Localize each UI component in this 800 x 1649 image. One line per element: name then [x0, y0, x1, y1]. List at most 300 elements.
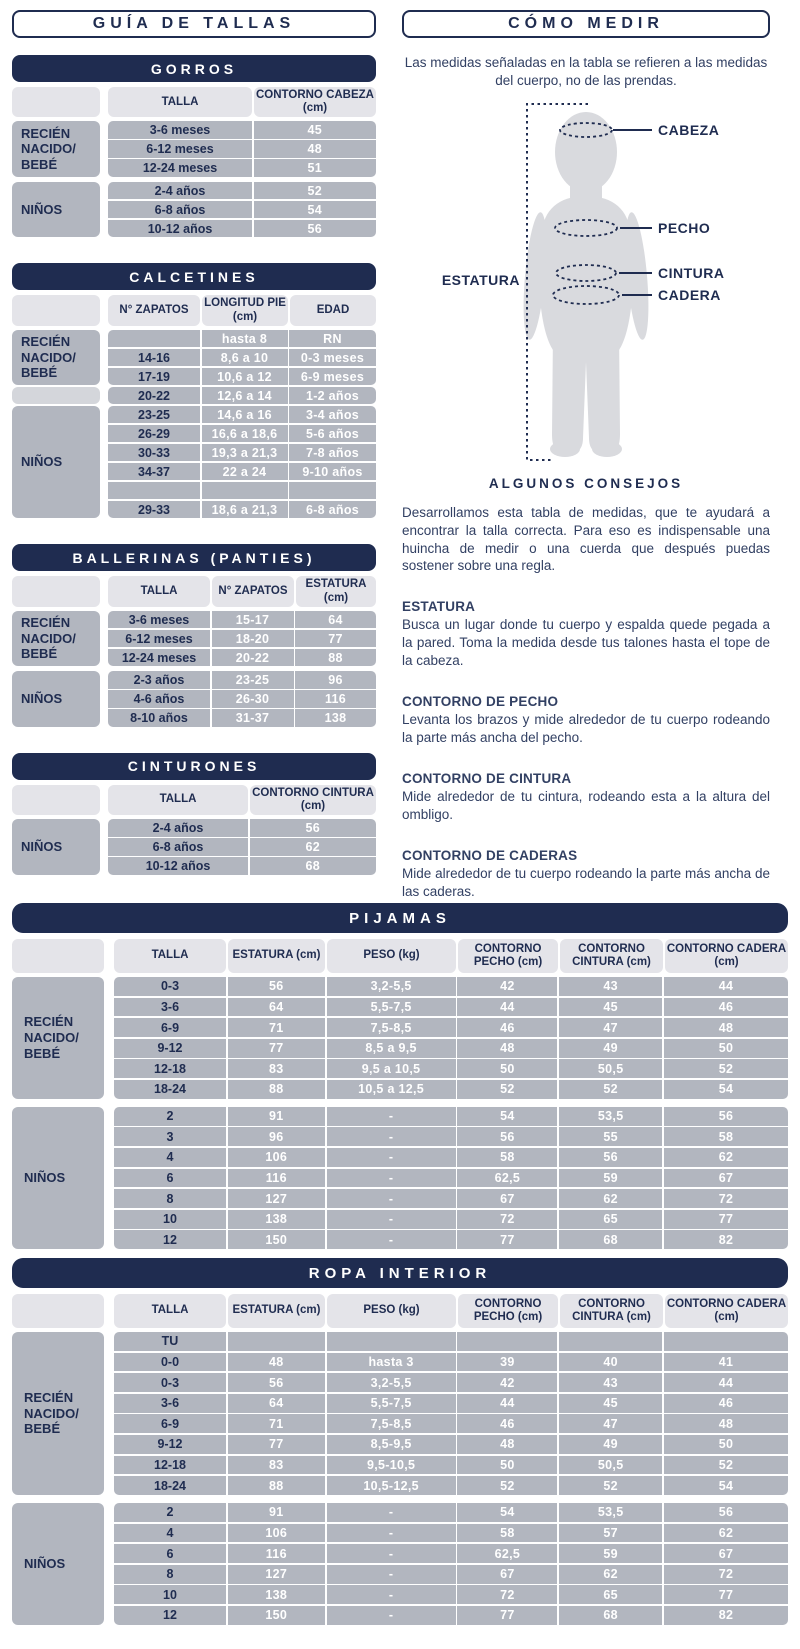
value-cell: 48	[228, 1353, 325, 1372]
row-group-label: RECIÉN NACIDO/ BEBÉ	[12, 121, 100, 177]
size-cell: 0-3	[114, 1373, 226, 1392]
size-cell: 12	[114, 1606, 226, 1625]
size-cell: 6-9	[114, 1018, 226, 1037]
header-spacer	[12, 785, 100, 815]
row-group-label: RECIÉN NACIDO/ BEBÉ	[12, 330, 100, 386]
value-cell: 0-3 meses	[289, 349, 376, 367]
value-cell	[664, 1332, 788, 1351]
value-cell: 10,6 a 12	[202, 368, 288, 386]
size-cell: 0-0	[114, 1353, 226, 1372]
value-cell: 91	[228, 1503, 325, 1522]
value-cell: 6-9 meses	[289, 368, 376, 386]
value-cell: 10,5 a 12,5	[327, 1080, 456, 1099]
value-cell: 106	[228, 1148, 325, 1167]
value-cell: 46	[664, 1394, 788, 1413]
value-cell	[228, 1332, 325, 1351]
value-cell: 59	[559, 1169, 662, 1188]
value-cell: 5,5-7,5	[327, 1394, 456, 1413]
table-row-group	[12, 977, 788, 1099]
value-cell: hasta 8	[202, 330, 288, 348]
size-cell: 0-3	[114, 977, 226, 996]
size-cell	[108, 330, 200, 348]
value-cell: -	[327, 1230, 456, 1249]
value-cell: 138	[228, 1585, 325, 1604]
value-cell: 62	[559, 1189, 662, 1208]
column-header: ESTATURA (cm)	[228, 939, 325, 973]
value-cell: 48	[457, 1039, 557, 1058]
size-cell: 3-6 meses	[108, 121, 252, 139]
value-cell: 106	[228, 1524, 325, 1543]
value-cell: 52	[254, 182, 377, 200]
value-cell: 96	[295, 671, 376, 689]
value-cell: 77	[295, 630, 376, 648]
value-cell: 65	[559, 1210, 662, 1229]
value-cell: 67	[457, 1565, 557, 1584]
size-cell: 20-22	[108, 387, 200, 405]
value-cell: 50,5	[559, 1059, 662, 1078]
value-cell: 52	[664, 1059, 788, 1078]
size-cell: 10	[114, 1585, 226, 1604]
size-cell: TU	[114, 1332, 226, 1351]
size-cell: 6-12 meses	[108, 140, 252, 158]
value-cell: 82	[664, 1230, 788, 1249]
value-cell: 54	[254, 201, 377, 219]
column-header: TALLA	[108, 785, 248, 815]
value-cell: 19,3 a 21,3	[202, 444, 288, 462]
value-cell: 47	[559, 1018, 662, 1037]
gorros-title-bar: GORROS	[12, 55, 376, 82]
column-header: CONTORNO CINTURA (cm)	[560, 1294, 663, 1328]
column-header: CONTORNO CADERA (cm)	[665, 1294, 788, 1328]
gorros-header-row	[12, 87, 376, 117]
ropa-interior-title-bar: ROPA INTERIOR	[12, 1258, 788, 1288]
value-cell: 138	[228, 1210, 325, 1229]
value-cell: 7-8 años	[289, 444, 376, 462]
value-cell: 46	[457, 1018, 557, 1037]
row-group-label: RECIÉN NACIDO/ BEBÉ	[12, 977, 104, 1099]
value-cell: 77	[457, 1230, 557, 1249]
value-cell: 41	[664, 1353, 788, 1372]
value-cell: 53,5	[559, 1503, 662, 1522]
column-header: ESTATURA (cm)	[228, 1294, 325, 1328]
value-cell	[457, 1332, 557, 1351]
table-rows	[114, 1332, 788, 1495]
size-cell: 2-4 años	[108, 182, 252, 200]
value-cell: 77	[228, 1039, 325, 1058]
table-row-group	[12, 1107, 788, 1249]
value-cell: 71	[228, 1414, 325, 1433]
column-header: LONGITUD PIE (cm)	[202, 295, 288, 325]
ropa-interior-table-body	[12, 1332, 788, 1625]
size-cell: 6-12 meses	[108, 630, 210, 648]
consejos-title: ALGUNOS CONSEJOS	[488, 475, 684, 491]
size-cell: 30-33	[108, 444, 200, 462]
table-rows	[108, 330, 376, 386]
how-to-measure-column	[402, 10, 770, 901]
value-cell: 58	[664, 1127, 788, 1146]
table-row-group	[12, 1332, 788, 1495]
cinturones-title-bar: CINTURONES	[12, 753, 376, 780]
size-cell: 3-6 meses	[108, 611, 210, 629]
value-cell: 20-22	[212, 649, 294, 667]
value-cell: 7,5-8,5	[327, 1018, 456, 1037]
size-cell: 12-18	[114, 1059, 226, 1078]
gorros-section	[12, 55, 376, 237]
value-cell: 62	[664, 1148, 788, 1167]
value-cell: 22 a 24	[202, 463, 288, 481]
calcetines-section	[12, 263, 376, 518]
measure-section-heading: CONTORNO DE CINTURA	[402, 771, 572, 787]
value-cell: 88	[295, 649, 376, 667]
value-cell: 55	[559, 1127, 662, 1146]
value-cell: 3,2-5,5	[327, 1373, 456, 1392]
row-group-label: RECIÉN NACIDO/ BEBÉ	[12, 611, 100, 667]
header-spacer	[12, 1294, 104, 1328]
size-cell: 10	[114, 1210, 226, 1229]
pijamas-table-body	[12, 977, 788, 1249]
value-cell: 15-17	[212, 611, 294, 629]
value-cell: 8,5-9,5	[327, 1435, 456, 1454]
value-cell: 56	[254, 220, 377, 238]
value-cell: 68	[559, 1606, 662, 1625]
value-cell: 138	[295, 709, 376, 727]
column-header: CONTORNO PECHO (cm)	[458, 939, 558, 973]
table-rows	[108, 406, 376, 519]
pecho-label: PECHO	[658, 219, 711, 236]
value-cell: 46	[457, 1414, 557, 1433]
size-cell: 12-18	[114, 1456, 226, 1475]
value-cell: 72	[457, 1585, 557, 1604]
value-cell: 67	[664, 1169, 788, 1188]
cadera-label: CADERA	[658, 286, 721, 303]
size-cell: 6-8 años	[108, 201, 252, 219]
size-cell: 14-16	[108, 349, 200, 367]
value-cell: 82	[664, 1606, 788, 1625]
value-cell: -	[327, 1585, 456, 1604]
size-cell: 26-29	[108, 425, 200, 443]
measure-section-text: Busca un lugar donde tu cuerpo y espalda quede pegada a la pared. Toma la medida desde tus talones hasta el tope de la cabeza.	[402, 617, 770, 669]
table-row-group	[12, 671, 376, 727]
table-row-group	[12, 330, 376, 386]
value-cell: -	[327, 1148, 456, 1167]
row-group-label: NIÑOS	[12, 819, 100, 875]
value-cell: 47	[559, 1414, 662, 1433]
measure-section-cintura	[402, 771, 770, 824]
value-cell: -	[327, 1169, 456, 1188]
value-cell: 64	[295, 611, 376, 629]
value-cell: 6-8 años	[289, 501, 376, 519]
body-measurement-diagram	[402, 94, 770, 466]
value-cell: 56	[457, 1127, 557, 1146]
value-cell: 9,5-10,5	[327, 1456, 456, 1475]
value-cell: 68	[559, 1230, 662, 1249]
size-cell: 2-3 años	[108, 671, 210, 689]
value-cell: 56	[228, 977, 325, 996]
column-header: CONTORNO PECHO (cm)	[458, 1294, 558, 1328]
ballerinas-table-body	[12, 611, 376, 727]
value-cell: 56	[250, 819, 377, 837]
value-cell: 44	[457, 998, 557, 1017]
value-cell: 48	[457, 1435, 557, 1454]
value-cell: 5-6 años	[289, 425, 376, 443]
value-cell: 83	[228, 1059, 325, 1078]
value-cell: 58	[457, 1524, 557, 1543]
size-cell: 17-19	[108, 368, 200, 386]
column-header: N° ZAPATOS	[212, 576, 294, 606]
value-cell: -	[327, 1544, 456, 1563]
value-cell: 9,5 a 10,5	[327, 1059, 456, 1078]
value-cell: 48	[664, 1414, 788, 1433]
value-cell: 42	[457, 977, 557, 996]
size-cell: 2-4 años	[108, 819, 248, 837]
value-cell: 57	[559, 1524, 662, 1543]
value-cell: 44	[457, 1394, 557, 1413]
ballerinas-title-bar: BALLERINAS (PANTIES)	[12, 544, 376, 571]
cinturones-table-body	[12, 819, 376, 875]
value-cell: 8,6 a 10	[202, 349, 288, 367]
size-cell: 8-10 años	[108, 709, 210, 727]
table-rows	[114, 1503, 788, 1625]
value-cell	[289, 482, 376, 500]
table-rows	[108, 121, 376, 177]
estatura-label: ESTATURA	[441, 271, 520, 288]
size-cell: 6	[114, 1544, 226, 1563]
value-cell: 62,5	[457, 1544, 557, 1563]
value-cell: 116	[228, 1544, 325, 1563]
value-cell: 72	[664, 1189, 788, 1208]
value-cell: -	[327, 1107, 456, 1126]
value-cell: 49	[559, 1039, 662, 1058]
table-row-group	[12, 611, 376, 667]
value-cell: 58	[457, 1148, 557, 1167]
value-cell: 52	[457, 1080, 557, 1099]
value-cell: 67	[664, 1544, 788, 1563]
value-cell: 46	[664, 998, 788, 1017]
value-cell: 51	[254, 159, 377, 177]
value-cell: 71	[228, 1018, 325, 1037]
value-cell: 39	[457, 1353, 557, 1372]
measure-section-heading: CONTORNO DE PECHO	[402, 694, 559, 710]
value-cell: 127	[228, 1189, 325, 1208]
row-group-label: NIÑOS	[12, 406, 100, 519]
measure-section-estatura	[402, 599, 770, 670]
column-header: TALLA	[114, 1294, 226, 1328]
value-cell: 40	[559, 1353, 662, 1372]
column-header: TALLA	[114, 939, 226, 973]
size-cell: 23-25	[108, 406, 200, 424]
size-cell: 9-12	[114, 1435, 226, 1454]
table-rows	[108, 671, 376, 727]
value-cell: 45	[559, 1394, 662, 1413]
size-cell: 2	[114, 1503, 226, 1522]
column-header: TALLA	[108, 576, 210, 606]
size-cell: 3-6	[114, 1394, 226, 1413]
value-cell: 96	[228, 1127, 325, 1146]
size-cell: 4-6 años	[108, 690, 210, 708]
size-cell: 29-33	[108, 501, 200, 519]
size-cell: 12	[114, 1230, 226, 1249]
cinturones-section	[12, 753, 376, 875]
size-cell: 6	[114, 1169, 226, 1188]
row-group-label: NIÑOS	[12, 182, 100, 238]
pijamas-title-bar: PIJAMAS	[12, 903, 788, 933]
value-cell: 88	[228, 1476, 325, 1495]
value-cell: 68	[250, 857, 377, 875]
ballerinas-header-row	[12, 576, 376, 606]
measure-section-text: Mide alrededor de tu cintura, rodeando esta a la altura del ombligo.	[402, 789, 770, 823]
pijamas-section	[12, 903, 788, 1249]
value-cell: 14,6 a 16	[202, 406, 288, 424]
value-cell: 62	[664, 1524, 788, 1543]
size-cell: 8	[114, 1565, 226, 1584]
value-cell: 72	[457, 1210, 557, 1229]
measure-section-caderas	[402, 848, 770, 901]
size-cell: 18-24	[114, 1080, 226, 1099]
value-cell: 1-2 años	[289, 387, 376, 405]
column-header: CONTORNO CABEZA (cm)	[254, 87, 376, 117]
value-cell: 54	[457, 1503, 557, 1522]
size-cell	[108, 482, 200, 500]
value-cell: 64	[228, 998, 325, 1017]
size-cell: 10-12 años	[108, 857, 248, 875]
value-cell: 45	[559, 998, 662, 1017]
measure-section-text: Mide alrededor de tu cuerpo rodeando la parte más ancha de las caderas.	[402, 866, 770, 900]
value-cell	[202, 482, 288, 500]
row-group-label: NIÑOS	[12, 1503, 104, 1625]
value-cell: 45	[254, 121, 377, 139]
value-cell: 52	[559, 1080, 662, 1099]
cabeza-label: CABEZA	[658, 121, 720, 138]
value-cell: 50	[457, 1059, 557, 1078]
ropa-interior-section	[12, 1258, 788, 1625]
measure-section-pecho	[402, 694, 770, 747]
cintura-label: CINTURA	[658, 264, 725, 281]
consejos-text: Desarrollamos esta tabla de medidas, que te ayudará a encontrar la talla correcta. Para eso es indispensable una huincha de medir o una cuerda que después puedas sostener sobre una regla.	[402, 504, 770, 574]
table-rows	[108, 611, 376, 667]
value-cell: 83	[228, 1456, 325, 1475]
table-rows	[114, 1107, 788, 1249]
column-header: CONTORNO CADERA (cm)	[665, 939, 788, 973]
value-cell: 127	[228, 1565, 325, 1584]
column-header: EDAD	[290, 295, 376, 325]
value-cell: 16,6 a 18,6	[202, 425, 288, 443]
calcetines-table-body	[12, 330, 376, 519]
value-cell: 150	[228, 1230, 325, 1249]
value-cell: 150	[228, 1606, 325, 1625]
calcetines-header-row	[12, 295, 376, 325]
value-cell: 7,5-8,5	[327, 1414, 456, 1433]
value-cell: 42	[457, 1373, 557, 1392]
value-cell: 49	[559, 1435, 662, 1454]
column-header: ESTATURA (cm)	[296, 576, 376, 606]
value-cell: -	[327, 1127, 456, 1146]
value-cell: 56	[664, 1107, 788, 1126]
value-cell: 18,6 a 21,3	[202, 501, 288, 519]
table-rows	[108, 819, 376, 875]
size-cell: 9-12	[114, 1039, 226, 1058]
value-cell: 50	[664, 1039, 788, 1058]
header-spacer	[12, 87, 100, 117]
size-cell: 4	[114, 1524, 226, 1543]
value-cell: 9-10 años	[289, 463, 376, 481]
value-cell: 56	[228, 1373, 325, 1392]
header-spacer	[12, 939, 104, 973]
table-row-group	[12, 387, 376, 405]
value-cell: 48	[254, 140, 377, 158]
value-cell: 52	[664, 1456, 788, 1475]
ropa-interior-header-row	[12, 1294, 788, 1328]
value-cell: 56	[559, 1148, 662, 1167]
measure-section-heading: ESTATURA	[402, 599, 476, 615]
value-cell: 50,5	[559, 1456, 662, 1475]
value-cell: 52	[559, 1476, 662, 1495]
row-group-label: NIÑOS	[12, 671, 100, 727]
ballerinas-section	[12, 544, 376, 726]
value-cell: 50	[664, 1435, 788, 1454]
value-cell: RN	[289, 330, 376, 348]
value-cell: 44	[664, 1373, 788, 1392]
column-header: PESO (kg)	[327, 1294, 456, 1328]
value-cell: 43	[559, 977, 662, 996]
value-cell: -	[327, 1189, 456, 1208]
size-cell: 12-24 meses	[108, 159, 252, 177]
value-cell: -	[327, 1606, 456, 1625]
table-row-group	[12, 121, 376, 177]
value-cell: 77	[664, 1210, 788, 1229]
value-cell: 26-30	[212, 690, 294, 708]
value-cell: 56	[664, 1503, 788, 1522]
table-rows	[114, 977, 788, 1099]
column-header: CONTORNO CINTURA (cm)	[250, 785, 376, 815]
column-header: TALLA	[108, 87, 252, 117]
calcetines-title-bar: CALCETINES	[12, 263, 376, 290]
value-cell: 8,5 a 9,5	[327, 1039, 456, 1058]
size-cell: 6-8 años	[108, 838, 248, 856]
value-cell: 91	[228, 1107, 325, 1126]
value-cell: 54	[664, 1080, 788, 1099]
value-cell: 72	[664, 1565, 788, 1584]
size-cell: 18-24	[114, 1476, 226, 1495]
value-cell: 64	[228, 1394, 325, 1413]
table-row-group	[12, 406, 376, 519]
measure-section-heading: CONTORNO DE CADERAS	[402, 848, 578, 864]
pijamas-header-row	[12, 939, 788, 973]
measure-section-text: Levanta los brazos y mide alrededor de tu cuerpo rodeando la parte más ancha del pecho.	[402, 712, 770, 746]
value-cell: 77	[228, 1435, 325, 1454]
cinturones-header-row	[12, 785, 376, 815]
table-row-group	[12, 1503, 788, 1625]
size-cell: 6-9	[114, 1414, 226, 1433]
value-cell: 50	[457, 1456, 557, 1475]
value-cell: 116	[228, 1169, 325, 1188]
row-group-label	[12, 387, 100, 405]
gorros-table-body	[12, 121, 376, 237]
value-cell: 54	[457, 1107, 557, 1126]
row-group-label: RECIÉN NACIDO/ BEBÉ	[12, 1332, 104, 1495]
value-cell: 53,5	[559, 1107, 662, 1126]
size-cell: 34-37	[108, 463, 200, 481]
value-cell: -	[327, 1565, 456, 1584]
how-to-measure-title: CÓMO MEDIR	[402, 10, 770, 38]
table-rows	[108, 182, 376, 238]
page-title: GUÍA DE TALLAS	[12, 10, 376, 38]
value-cell: 23-25	[212, 671, 294, 689]
value-cell: 10,5-12,5	[327, 1476, 456, 1495]
value-cell: 12,6 a 14	[202, 387, 288, 405]
value-cell: 65	[559, 1585, 662, 1604]
value-cell: 67	[457, 1189, 557, 1208]
value-cell: 88	[228, 1080, 325, 1099]
